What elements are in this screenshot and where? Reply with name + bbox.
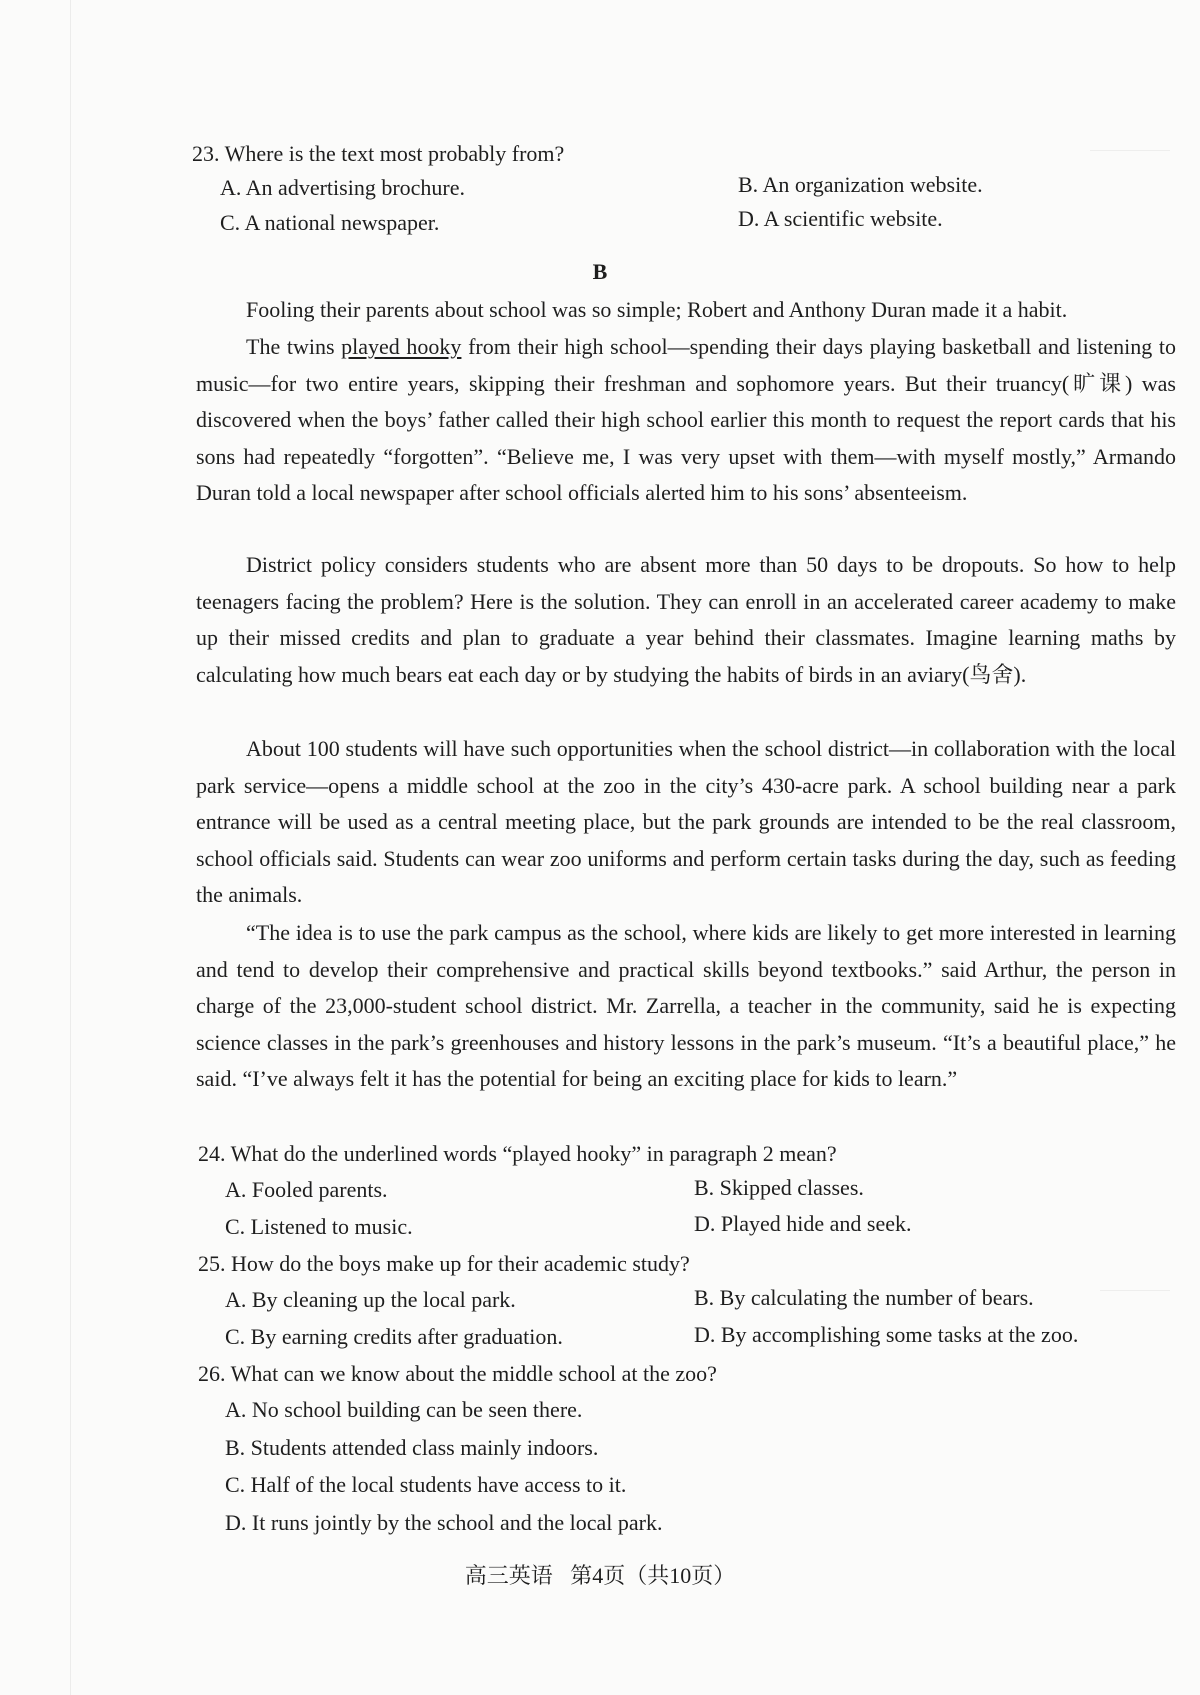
question-24-stem: 24. What do the underlined words “played hooky” in paragraph 2 mean?	[198, 1141, 837, 1166]
footer-page-number: 第4页（共10页）	[570, 1563, 736, 1588]
question-24-option-d: D. Played hide and seek.	[694, 1211, 912, 1236]
passage-paragraph-2	[196, 329, 1176, 512]
question-23-option-a: A. An advertising brochure.	[220, 175, 465, 200]
question-25-option-b: B. By calculating the number of bears.	[694, 1285, 1034, 1310]
passage-paragraph-1: Fooling their parents about school was so simple; Robert and Anthony Duran made it a habit.	[246, 297, 1068, 322]
paragraph-2-body: from their high school—spending their days playing basketball and listening to music—for two entire years, skipping their freshman and sophomore years. But their truancy(旷课) was discovered when the boys’ father called their high school earlier this month to request the report cards that his sons had repeatedly “forgotten”. “Believe me, I was very upset with them—with myself mostly,” Armando Duran told a local newspaper after school officials alerted him to his sons’ absenteeism.	[196, 334, 1176, 506]
question-24-option-c: C. Listened to music.	[225, 1214, 413, 1239]
section-b-heading: B	[592, 259, 608, 284]
page-footer	[0, 1562, 1200, 1590]
question-23-option-d: D. A scientific website.	[738, 206, 943, 231]
question-26-option-d: D. It runs jointly by the school and the local park.	[225, 1510, 663, 1535]
question-26-stem: 26. What can we know about the middle school at the zoo?	[198, 1361, 717, 1386]
question-24-option-a: A. Fooled parents.	[225, 1177, 388, 1202]
passage-paragraph-4: About 100 students will have such opportunities when the school district—in collaboration with the local park service—opens a middle school at the zoo in the city’s 430-acre park. A school building near a park entrance will be used as a central meeting place, but the park grounds are intended to be the real classroom, school officials said. Students can wear zoo uniforms and perform certain tasks during the day, such as feeding the animals.	[196, 736, 1176, 908]
question-26-option-a: A. No school building can be seen there.	[225, 1397, 583, 1422]
question-25-option-a: A. By cleaning up the local park.	[225, 1287, 516, 1312]
underlined-phrase: played hooky	[341, 334, 462, 359]
passage-paragraph-3: District policy considers students who are absent more than 50 days to be dropouts. So how to help teenagers facing the problem? Here is the solution. They can enroll in an accelerated career academy to make up their missed credits and plan to graduate a year behind their classmates. Imagine learning maths by calculating how much bears eat each day or by studying the habits of birds in an aviary(鸟舍).	[196, 552, 1176, 687]
binding-margin-line	[70, 0, 71, 1695]
question-25-option-c: C. By earning credits after graduation.	[225, 1324, 563, 1349]
question-25-stem: 25. How do the boys make up for their academic study?	[198, 1251, 690, 1276]
question-25-option-d: D. By accomplishing some tasks at the zoo.	[694, 1322, 1079, 1347]
question-23-option-c: C. A national newspaper.	[220, 210, 440, 235]
question-23-option-b: B. An organization website.	[738, 172, 983, 197]
footer-subject: 高三英语	[464, 1563, 553, 1588]
question-26-option-b: B. Students attended class mainly indoors.	[225, 1435, 599, 1460]
question-24-option-b: B. Skipped classes.	[694, 1175, 864, 1200]
question-26-option-c: C. Half of the local students have access to it.	[225, 1472, 627, 1497]
question-23-stem: 23. Where is the text most probably from?	[192, 141, 565, 166]
paragraph-2-lead: The twins	[246, 334, 342, 359]
bleed-through-mark	[1100, 1290, 1170, 1291]
passage-paragraph-5: “The idea is to use the park campus as the school, where kids are likely to get more interested in learning and tend to develop their comprehensive and practical skills beyond textbooks.” said Arthur, the person in charge of the 23,000-student school district. Mr. Zarrella, a teacher in the community, said he is expecting science classes in the park’s greenhouses and history lessons in the park’s museum. “It’s a beautiful place,” he said. “I’ve always felt it has the potential for being an exciting place for kids to learn.”	[196, 920, 1176, 1092]
